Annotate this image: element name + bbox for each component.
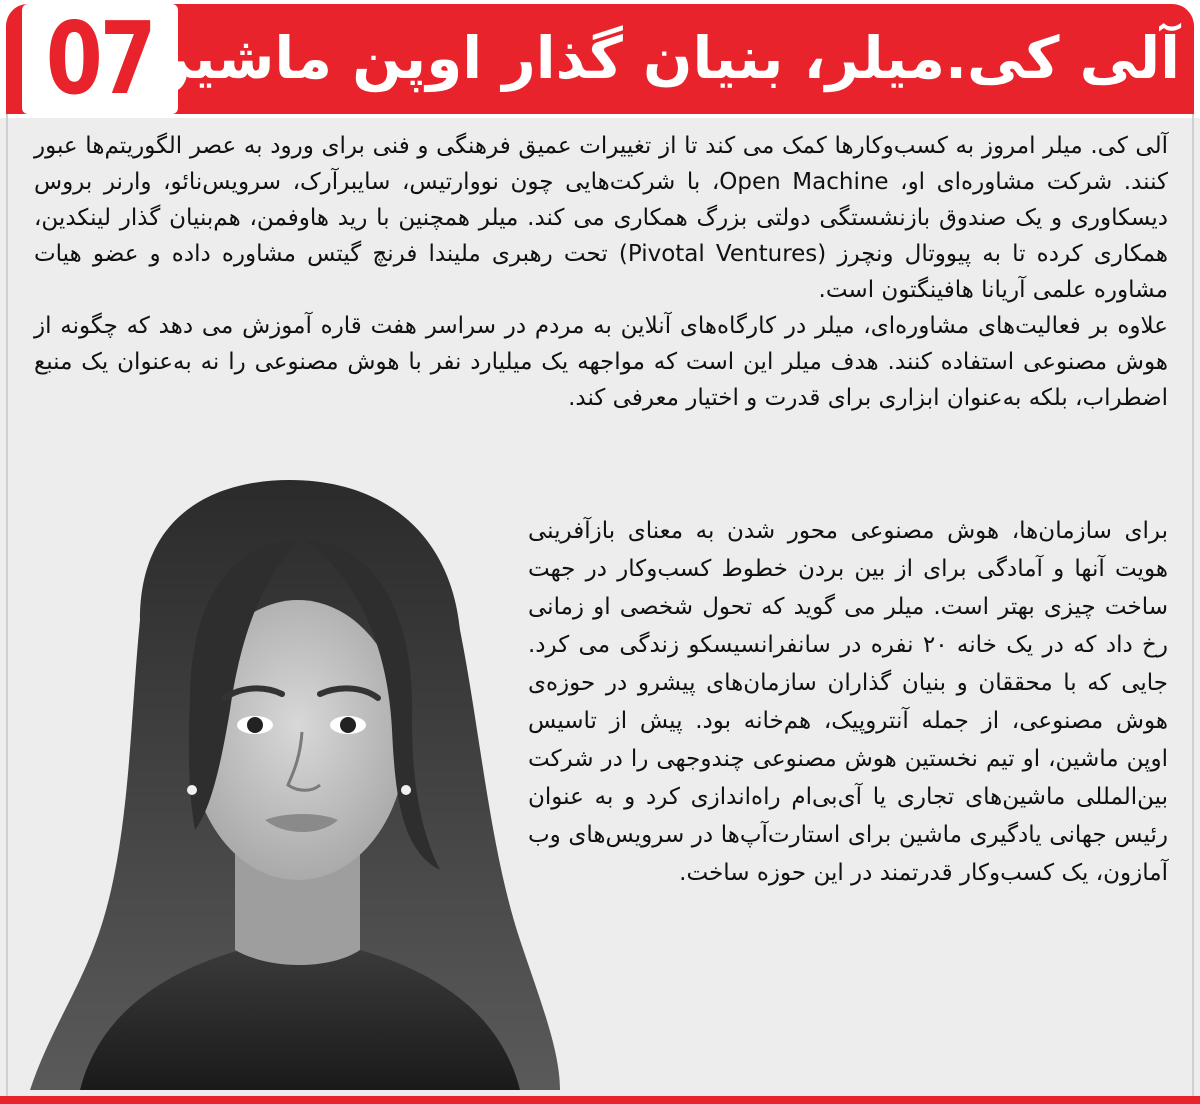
article-body: [34, 128, 1168, 416]
fund-name: Pivotal Ventures: [627, 241, 818, 267]
paragraph-1-part-c: ) تحت رهبری ملیندا فرنچ گیتس مشاوره داده و عضو هیات مشاوره علمی آریانا هافینگتون است.: [34, 241, 1168, 303]
paragraph-1: [34, 128, 1168, 308]
portrait-photo: [20, 470, 580, 1090]
paragraph-3: برای سازمان‌ها، هوش مصنوعی محور شدن به معنای بازآفرینی هویت آنها و آمادگی برای از بین بردن خطوط کسب‌وکار در جهت ساخت چیزی بهتر است. میلر می گوید که تحول شخصی او زمانی رخ داد که در یک خانه ۲۰ نفره در سانفرانسیسکو زندگی می کرد. جایی که با محققان و بنیان گذاران سازمان‌های پیشرو در حوزه‌ی هوش مصنوعی، از جمله آنتروپیک، هم‌خانه بود. پیش از تاسیس اوپن ماشین، او تیم نخستین هوش مصنوعی چندوجهی را در شرکت بین‌المللی ماشین‌های تجاری یا آی‌بی‌ام راه‌اندازی کرد و به عنوان رئیس جهانی یادگیری ماشین برای استارت‌آپ‌ها در سرویس‌های وب آمازون، یک کسب‌وکار قدرتمند در این حوزه ساخت.: [528, 518, 1168, 886]
header: [0, 0, 1200, 118]
item-number: 07: [46, 0, 154, 117]
page-title: آلی کی.میلر، بنیان گذار اوپن ماشین: [141, 24, 1180, 92]
paragraph-1-part-b: ، با شرکت‌هایی چون نووارتیس، سایبرآرک، سرویس‌نائو، وارنر بروس دیسکاوری و یک صندوق بازنشستگی دولتی بزرگ همکاری می کند. میلر همچنین با رید هاوفمن، هم‌بنیان گذار لینکدین، همکاری کرده تا به پیووتال ونچرز (: [34, 169, 1169, 267]
bottom-accent-bar: [0, 1096, 1200, 1104]
paragraph-2: علاوه بر فعالیت‌های مشاوره‌ای، میلر در کارگاه‌های آنلاین به مردم در سراسر هفت قاره آموزش می دهد که چگونه از هوش مصنوعی استفاده کنند. هدف میلر این است که مواجهه یک میلیارد نفر با هوش مصنوعی را نه به‌عنوان یک منبع اضطراب، بلکه به‌عنوان ابزاری برای قدرت و اختیار معرفی کند.: [34, 313, 1168, 411]
paragraph-1-part-a: آلی کی. میلر امروز به کسب‌وکارها کمک می کند تا از تغییرات عمیق فرهنگی و فنی برای ورود به عصر الگوریتم‌ها عبور کنند. شرکت مشاوره‌ای او،: [34, 133, 1168, 195]
article-body-narrow: [528, 512, 1168, 892]
company-name: Open Machine: [719, 169, 889, 195]
